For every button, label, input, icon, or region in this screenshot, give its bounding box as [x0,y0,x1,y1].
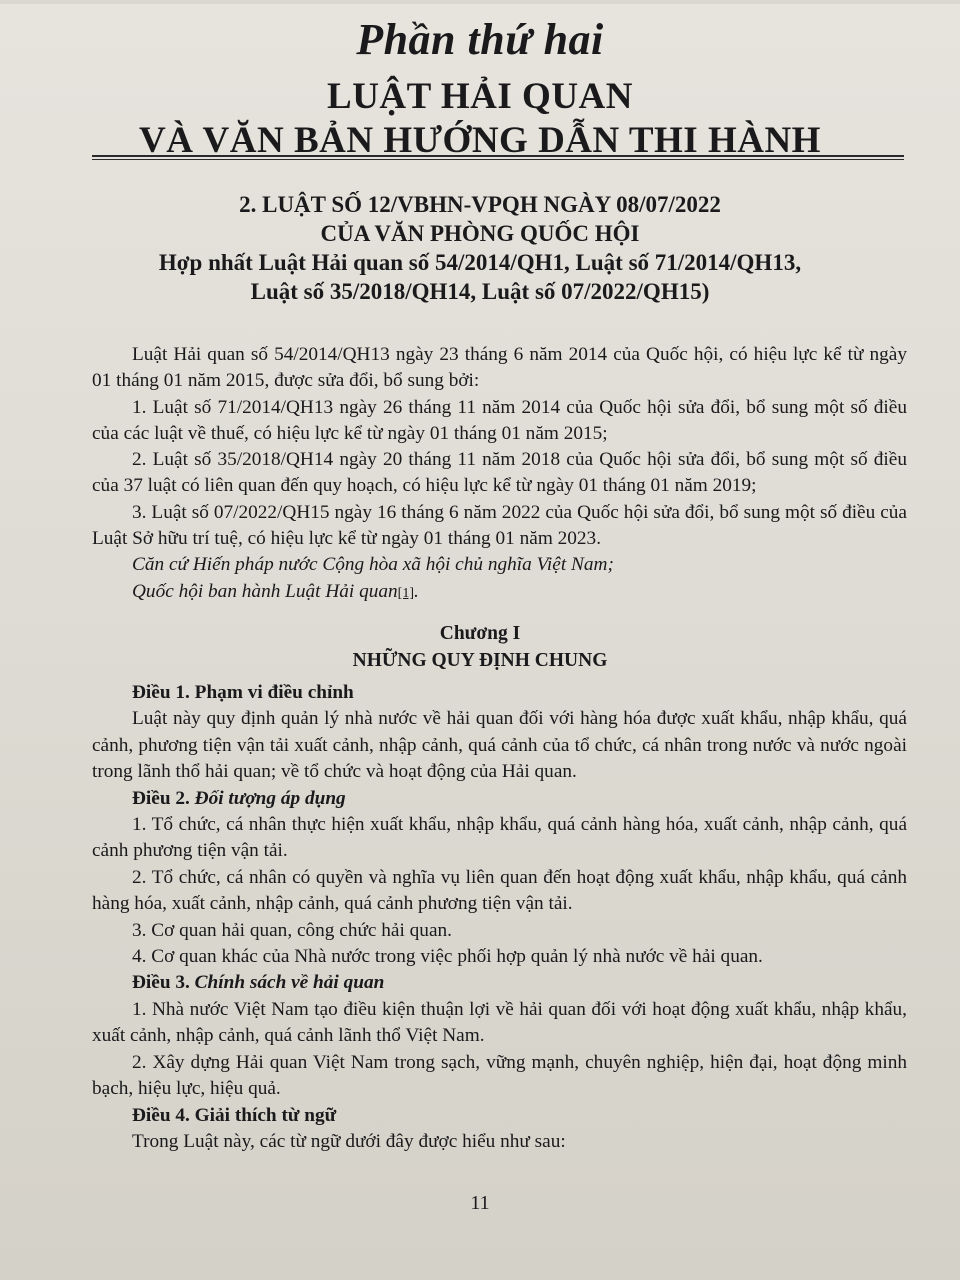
chapter-number: Chương I [439,623,521,644]
article-3-clause-2: 2. Xây dựng Hải quan Việt Nam trong sạch, vững mạnh, chuyên nghiệp, hiện đại, hoạt động minh bạch, hiệu lực, hiệu quả. [92,1051,907,1100]
article-2-clause-3: 3. Cơ quan hải quan, công chức hải quan. [132,919,452,941]
article-1-label: Điều 1. [132,682,190,703]
article-3-label: Điều 3. [132,972,190,994]
article-1-title [92,680,907,706]
article-3-clause-1: 1. Nhà nước Việt Nam tạo điều kiện thuận lợi về hải quan đối với hoạt động xuất khẩu, nhập khẩu, xuất cảnh, nhập cảnh, quá cảnh lãnh thổ Việt Nam. [92,998,907,1047]
article-2-clause-4: 4. Cơ quan khác của Nhà nước trong việc phối hợp quản lý nhà nước về hải quan. [132,946,763,968]
main-title-line-2: VÀ VĂN BẢN HƯỚNG DẪN THI HÀNH [139,120,821,161]
enactment-period: . [413,580,419,602]
amendment-item-1: 1. Luật số 71/2014/QH13 ngày 26 tháng 11 năm 2014 của Quốc hội sửa đổi, bổ sung một số điều của các luật về thuế, có hiệu lực kể từ ngày 01 tháng 01 năm 2015; [92,396,907,444]
legal-basis: Căn cứ Hiến pháp nước Cộng hòa xã hội chủ nghĩa Việt Nam; [132,554,614,576]
article-2-clause-2: 2. Tổ chức, cá nhân có quyền và nghĩa vụ liên quan đến hoạt động xuất khẩu, nhập khẩu, quá cảnh hàng hóa, xuất cảnh, nhập cảnh, quá cảnh phương tiện vận tải. [92,866,907,915]
article-1-text: Luật này quy định quản lý nhà nước về hải quan đối với hàng hóa được xuất khẩu, nhập khẩu, quá cảnh, phương tiện vận tải xuất cảnh, nhập cảnh, quá cảnh của tổ chức, cá nhân trong nước và nước ngoài trong lãnh thổ hải quan; về tổ chức và hoạt động của Hải quan. [92,708,907,783]
law-heading-line-1: 2. LUẬT SỐ 12/VBHN-VPQH NGÀY 08/07/2022 [239,192,721,217]
title-divider [92,155,904,160]
main-title-line-1: LUẬT HẢI QUAN [327,76,633,117]
article-2-title [92,786,907,812]
article-4-label: Điều 4. [132,1104,190,1126]
page-edge-shadow [0,0,960,4]
article-4-name: Giải thích từ ngữ [194,1104,337,1126]
article-2-label: Điều 2. [132,787,190,809]
amendment-item-3: 3. Luật số 07/2022/QH15 ngày 16 tháng 6 năm 2022 của Quốc hội sửa đổi, bổ sung một số điều của Luật Sở hữu trí tuệ, có hiệu lực kể từ ngày 01 tháng 01 năm 2023. [92,501,907,550]
article-4-title [92,1103,907,1129]
article-1-name: Phạm vi điều chỉnh [194,682,354,703]
chapter-title: NHỮNG QUY ĐỊNH CHUNG [352,650,608,671]
page-number: 11 [470,1192,490,1214]
main-title [0,75,960,163]
article-3-name: Chính sách về hải quan [194,972,385,994]
articles-section [92,680,907,1155]
law-heading-line-2: CỦA VĂN PHÒNG QUỐC HỘI [320,221,640,246]
footnote-link[interactable]: [1] [397,585,414,601]
article-4-text: Trong Luật này, các từ ngữ dưới đây được hiểu như sau: [132,1130,566,1152]
enactment-statement [92,579,907,607]
enactment-text: Quốc hội ban hành Luật Hải quan [132,580,398,602]
article-3-title [92,970,907,996]
part-title: Phần thứ hai [356,15,604,64]
law-heading-line-4: Luật số 35/2018/QH14, Luật số 07/2022/QH15) [250,279,710,304]
article-2-name: Đối tượng áp dụng [194,787,346,809]
intro-paragraph: Luật Hải quan số 54/2014/QH13 ngày 23 tháng 6 năm 2014 của Quốc hội, có hiệu lực kể từ ngày 01 tháng 01 năm 2015, được sửa đổi, bổ sung bởi: [92,344,907,392]
amendment-item-2: 2. Luật số 35/2018/QH14 ngày 20 tháng 11 năm 2018 của Quốc hội sửa đổi, bổ sung một số điều của 37 luật có liên quan đến quy hoạch, có hiệu lực kể từ ngày 01 tháng 01 năm 2019; [92,449,907,497]
chapter-heading [0,620,960,674]
article-2-clause-1: 1. Tổ chức, cá nhân thực hiện xuất khẩu, nhập khẩu, quá cảnh hàng hóa, xuất cảnh, nhập cảnh, quá cảnh phương tiện vận tải. [92,814,907,862]
law-heading-line-3: Hợp nhất Luật Hải quan số 54/2014/QH1, Luật số 71/2014/QH13, [158,250,802,275]
intro-section [92,342,907,607]
law-heading [0,190,960,306]
